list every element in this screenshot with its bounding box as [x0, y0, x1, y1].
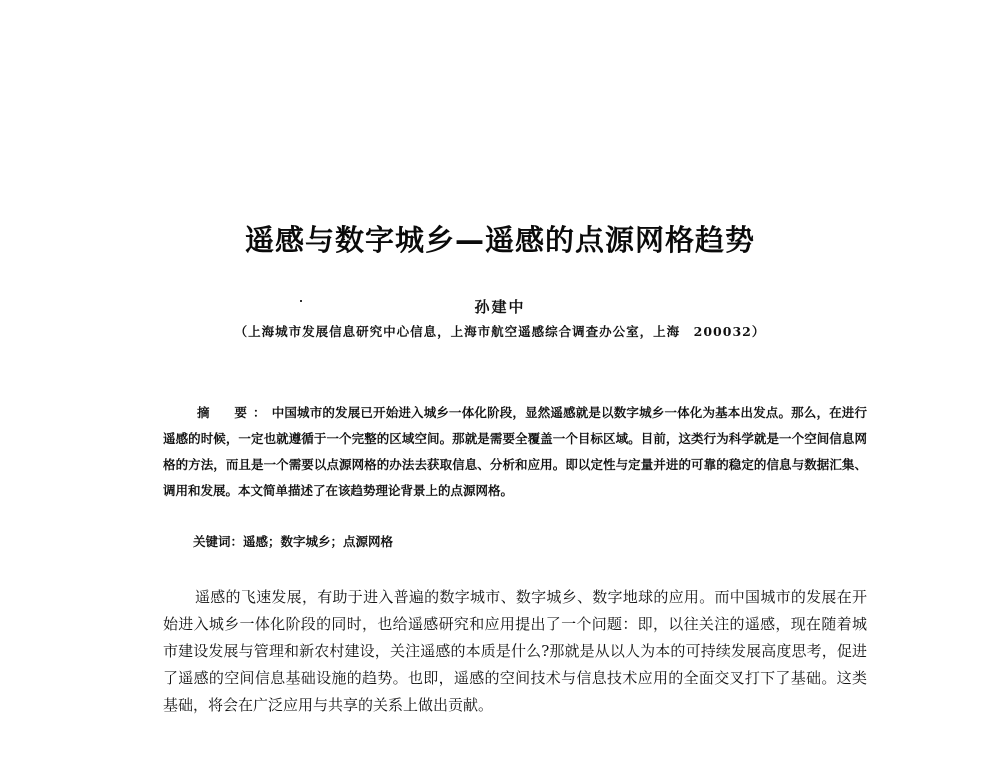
abstract-label: 摘 要：: [197, 405, 272, 420]
body-paragraph: 遥感的飞速发展，有助于进入普遍的数字城市、数字城乡、数字地球的应用。而中国城市的发展在开始进入城乡一体化阶段的同时，也给遥感研究和应用提出了一个问题：即，以往关注的遥感，现在随着城市建设发展与管理和新农村建设，关注遥感的本质是什么?那就是从以人为本的可持续发展高度思考，促进了遥感的空间信息基础设施的趋势。也即，遥感的空间技术与信息技术应用的全面交叉打下了基础。这类基础，将会在广泛应用与共享的关系上做出贡献。: [163, 588, 867, 714]
abstract-text: 中国城市的发展已开始进入城乡一体化阶段，显然遥感就是以数字城乡一体化为基本出发点。那么，在进行遥感的时候，一定也就遵循于一个完整的区域空间。那就是需要全覆盖一个目标区域。目前，这类行为科学就是一个空间信息网格的方法，而且是一个需要以点源网格的办法去获取信息、分析和应用。即以定性与定量并进的可靠的稳定的信息与数据汇集、调用和发展。本文简单描述了在该趋势理论背景上的点源网格。: [163, 405, 867, 498]
abstract-block: [163, 400, 867, 504]
keywords-line: [193, 532, 393, 550]
keywords-text: 遥感；数字城乡；点源网格: [243, 534, 394, 549]
author-name: 孙建中: [474, 298, 526, 316]
keywords-label: 关键词：: [193, 534, 244, 549]
paper-title: 遥感与数字城乡—遥感的点源网格趋势: [244, 223, 755, 257]
author-affiliation: （上海城市发展信息研究中心信息，上海市航空遥感综合调查办公室，上海 200032）: [234, 324, 766, 339]
